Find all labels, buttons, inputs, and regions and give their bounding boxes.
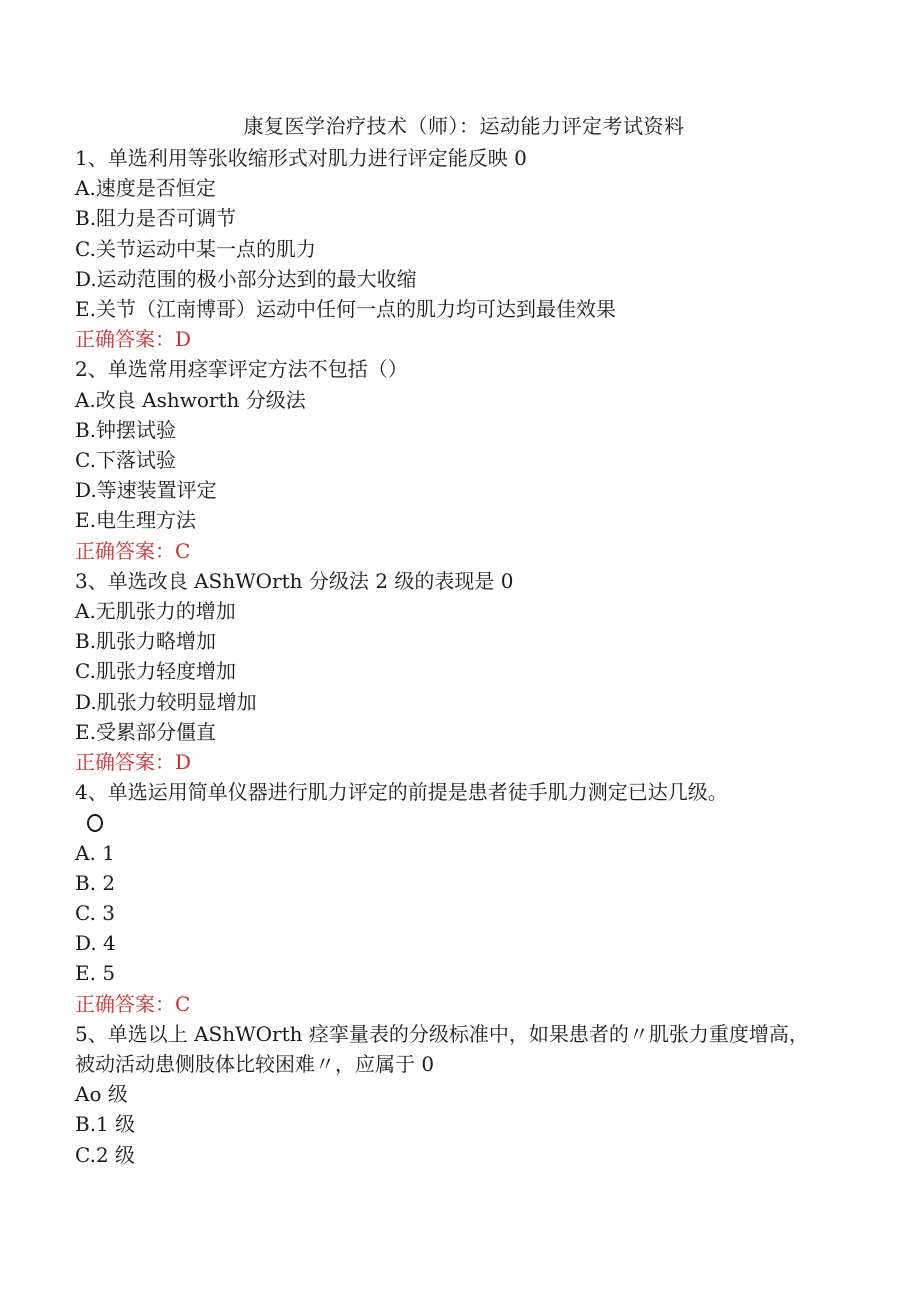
option-item: C.肌张力轻度增加 — [75, 659, 236, 684]
correct-answer: 正确答案：C — [75, 991, 191, 1016]
question-stem: 5、单选以上 AShWOrth 痉挛量表的分级标准中，如果患者的〃肌张力重度增高， — [75, 1021, 809, 1046]
correct-answer: 正确答案：D — [75, 750, 192, 775]
question-block — [75, 777, 845, 1019]
circle-icon — [87, 814, 103, 832]
option-item: D.运动范围的极小部分达到的最大收缩 — [75, 266, 417, 291]
question-block — [75, 566, 845, 777]
option-item: A.无肌张力的增加 — [75, 599, 236, 624]
option-item: A. 1 — [75, 840, 115, 865]
answer-blank — [75, 807, 845, 837]
option-item: C. 3 — [75, 901, 116, 926]
question-block — [75, 1019, 845, 1170]
option-item: D. 4 — [75, 931, 116, 956]
question-stem: 1、单选利用等张收缩形式对肌力进行评定能反映 0 — [75, 146, 527, 170]
option-item: C.下落试验 — [75, 448, 176, 473]
option-item: E.电生理方法 — [75, 508, 196, 533]
option-item: Ao 级 — [75, 1082, 128, 1107]
question-block — [75, 354, 845, 565]
option-item: C.关节运动中某一点的肌力 — [75, 236, 316, 261]
option-item: B.钟摆试验 — [75, 417, 177, 442]
option-item: B.1 级 — [75, 1112, 136, 1137]
option-item: A.速度是否恒定 — [75, 176, 216, 201]
option-item: E.受累部分僵直 — [75, 719, 216, 744]
document-title: 康复医学治疗技术（师）：运动能力评定考试资料 — [243, 114, 685, 138]
option-item: D.等速装置评定 — [75, 478, 217, 503]
question-stem-continued: 被动活动患侧肢体比较困难〃，应属于 0 — [75, 1052, 435, 1077]
option-item: D.肌张力较明显增加 — [75, 689, 257, 714]
correct-answer: 正确答案：C — [75, 538, 191, 563]
option-item: E. 5 — [75, 961, 116, 986]
option-item: A.改良 Ashworth 分级法 — [75, 387, 306, 412]
option-item: B.阻力是否可调节 — [75, 206, 237, 231]
option-item: B.肌张力略增加 — [75, 629, 217, 654]
option-item: C.2 级 — [75, 1142, 136, 1167]
correct-answer: 正确答案：D — [75, 327, 192, 352]
question-stem: 3、单选改良 AShWOrth 分级法 2 级的表现是 0 — [75, 568, 514, 593]
option-item: E.关节（江南博哥）运动中任何一点的肌力均可达到最佳效果 — [75, 297, 616, 322]
question-stem: 2、单选常用痉挛评定方法不包括（） — [75, 357, 408, 382]
question-list — [75, 143, 845, 1170]
question-stem: 4、单选运用简单仪器进行肌力评定的前提是患者徒手肌力测定已达几级。 — [75, 780, 728, 805]
option-item: B. 2 — [75, 870, 116, 895]
question-block — [75, 143, 845, 354]
